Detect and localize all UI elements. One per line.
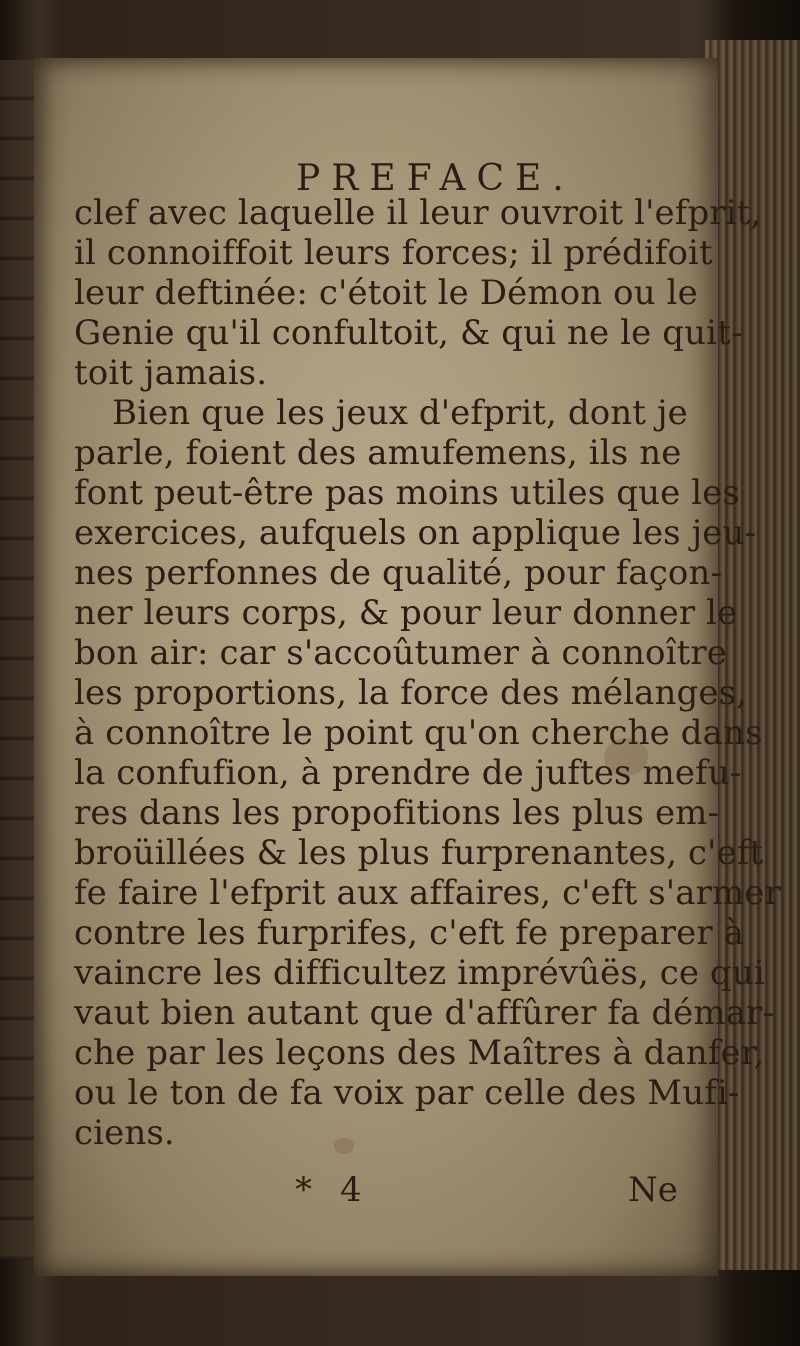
running-title: PREFACE.	[296, 158, 575, 199]
text-line: font peut-être pas moins utiles que les	[74, 473, 740, 513]
text-line: exercices, aufquels on applique les jeu-	[74, 513, 757, 553]
text-line: che par les leçons des Maîtres à danfer,	[74, 1033, 765, 1073]
text-line: contre les furprifes, c'eft fe preparer à	[74, 913, 744, 953]
text-line: à connoître le point qu'on cherche dans	[74, 713, 763, 753]
paper-stain	[334, 1138, 354, 1154]
text-line: ner leurs corps, & pour leur donner le	[74, 593, 738, 633]
text-line: nes perfonnes de qualité, pour façon-	[74, 553, 723, 593]
text-line: fe faire l'efprit aux affaires, c'eft s'armer	[74, 873, 781, 913]
text-line: la confufion, à prendre de juftes mefu-	[74, 753, 742, 793]
text-line: il connoiffoit leurs forces; il prédifoit	[74, 233, 713, 273]
text-line: res dans les propofitions les plus em-	[74, 793, 720, 833]
text-line: bon air: car s'accoûtumer à connoître	[74, 633, 727, 673]
text-line: vaut bien autant que d'affûrer fa démar-	[74, 993, 775, 1033]
paragraph-start-line: Bien que les jeux d'efprit, dont je	[112, 393, 688, 433]
text-line: ou le ton de fa voix par celle des Mufi-	[74, 1073, 740, 1113]
text-line: clef avec laquelle il leur ouvroit l'efprit,	[74, 193, 762, 233]
signature-number: 4	[340, 1170, 362, 1210]
text-line: vaincre les difficultez imprévûës, ce qui	[74, 953, 765, 993]
text-line: ciens.	[74, 1113, 175, 1153]
text-line: les proportions, la force des mélanges,	[74, 673, 748, 713]
text-line: leur deftinée: c'étoit le Démon ou le	[74, 273, 698, 313]
catchword: Ne	[628, 1170, 678, 1210]
signature-mark: *	[295, 1170, 312, 1210]
text-line: toit jamais.	[74, 353, 268, 393]
text-line: parle, foient des amufemens, ils ne	[74, 433, 682, 473]
text-line: Genie qu'il confultoit, & qui ne le quit-	[74, 313, 743, 353]
text-line: broüillées & les plus furprenantes, c'eft	[74, 833, 764, 873]
